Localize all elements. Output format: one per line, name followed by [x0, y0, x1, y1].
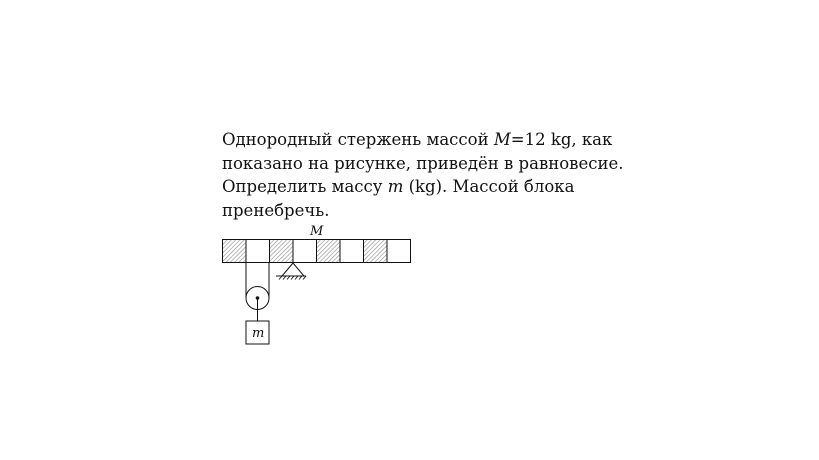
problem-line-2: показано на рисунке, приведён в равновесие.	[222, 153, 624, 173]
rod	[223, 240, 411, 263]
rod-mass-variable: M	[493, 130, 511, 149]
problem-line-4: пренебречь.	[222, 200, 330, 220]
problem-line-3-suffix: (kg). Массой блока	[403, 177, 575, 196]
rod-segment-blank	[246, 240, 270, 263]
pivot-support	[276, 263, 306, 280]
pivot-ground-hatching	[279, 276, 306, 280]
rod-segment-blank	[387, 240, 411, 263]
problem-line-1-prefix: Однородный стержень массой	[222, 130, 494, 149]
rod-segment-blank	[340, 240, 364, 263]
rod-mass-value: =12	[510, 130, 546, 149]
rod-segment-hatched	[364, 240, 388, 263]
pivot-triangle	[282, 263, 304, 276]
load-mass-label: m	[252, 326, 265, 341]
rod-segment-hatched	[270, 240, 294, 263]
rod-label: M	[310, 224, 324, 239]
rod-segment-hatched	[317, 240, 341, 263]
rod-segment-hatched	[223, 240, 247, 263]
rod-segment-blank	[293, 240, 317, 263]
problem-line-1-suffix: kg, как	[545, 130, 613, 149]
problem-line-3-prefix: Определить массу	[222, 177, 388, 196]
load-mass-variable: m	[387, 177, 404, 196]
